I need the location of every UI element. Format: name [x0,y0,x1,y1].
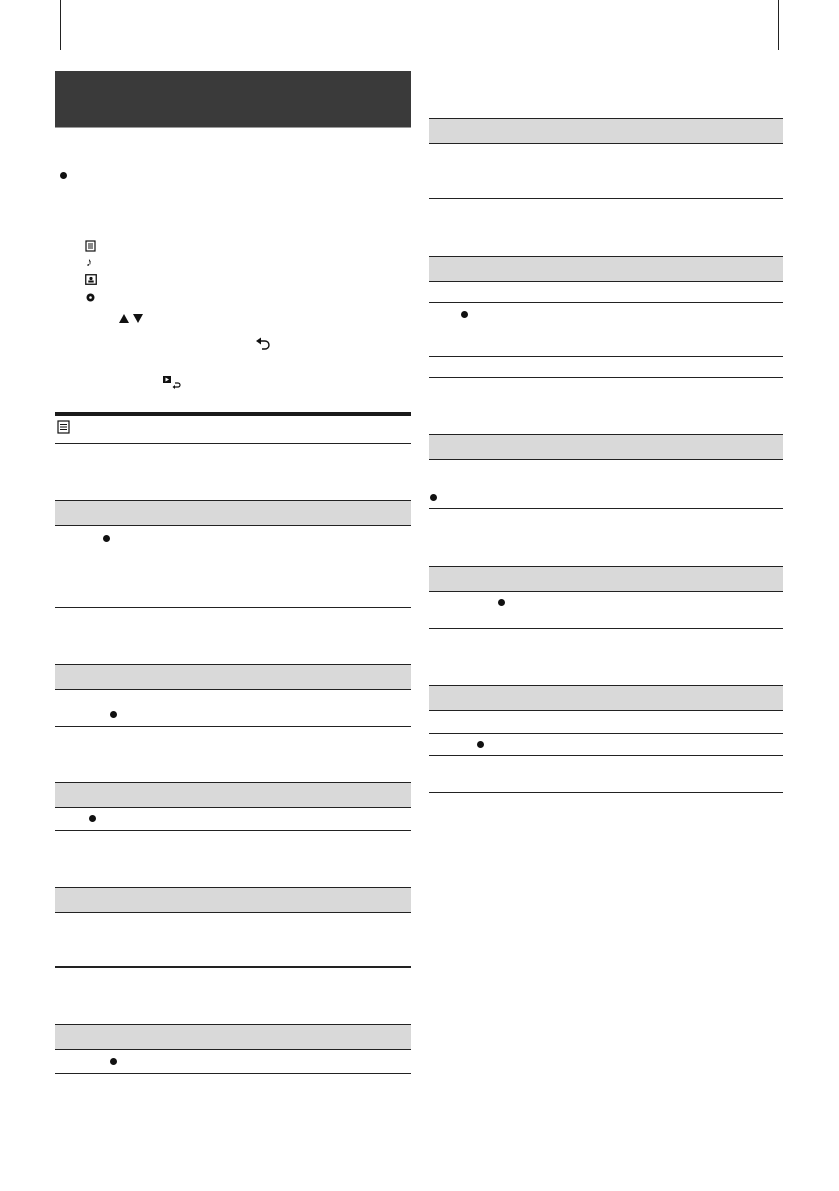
table-rule [429,628,783,629]
video-screen-icon [85,274,97,285]
table-header [429,685,783,711]
table-rule [429,792,783,793]
table-header [55,664,411,690]
table-rule [55,726,411,727]
bullet-dot [461,311,468,318]
bullet-dot [110,1058,117,1065]
table-header [55,1024,411,1050]
table-header [429,434,783,460]
table-rule [429,198,783,199]
back-arrow-icon [256,337,270,350]
table-rule [429,755,783,756]
table-rule [55,607,411,608]
menu-list-icon [85,240,96,252]
crop-mark-top-left [60,0,61,50]
bullet-dot [89,815,96,822]
table-rule [429,356,783,357]
title-underline [55,127,411,128]
bullet-dot [60,172,67,179]
bullet-dot [430,494,437,501]
table-rule [429,377,783,378]
source-return-icon [163,375,181,389]
table-header [55,500,411,526]
up-down-arrows-icon [119,313,145,324]
table-rule [55,830,411,831]
table-header [429,566,783,592]
table-header [429,256,783,282]
section-divider [55,412,411,416]
table-rule [429,733,783,734]
menu-list-icon [57,420,70,434]
section-title-bar [55,71,411,127]
bullet-dot [110,711,117,718]
crop-mark-top-right [778,0,779,50]
table-header [429,118,783,144]
circle-dot-icon [86,293,95,302]
table-rule [55,1073,411,1074]
bullet-dot [477,741,484,748]
table-rule [55,966,411,968]
table-rule [429,302,783,303]
table-header [55,887,411,913]
music-note-icon: ♪ [86,255,92,269]
table-header [55,782,411,808]
section-header-rule [55,443,411,444]
table-rule [429,508,783,509]
bullet-dot [498,599,505,606]
bullet-dot [103,535,110,542]
